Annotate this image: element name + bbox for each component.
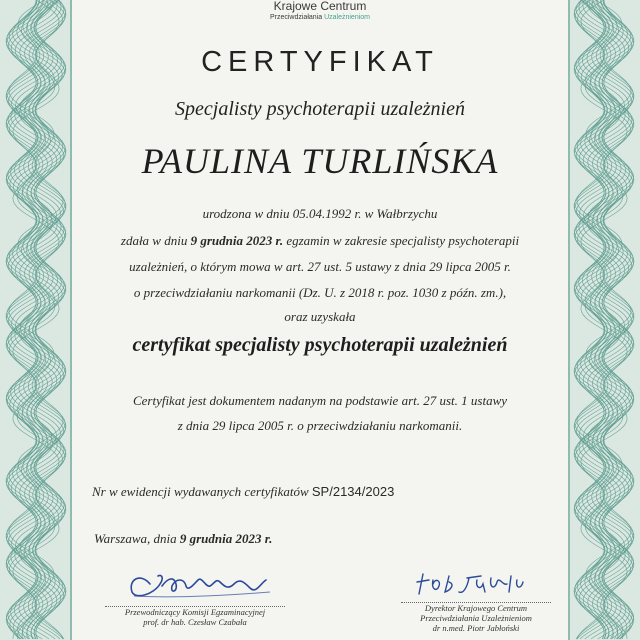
guilloche-border-right xyxy=(568,0,640,640)
note-line-1: Certyfikat jest dokumentem nadanym na podstawie art. 27 ust. 1 ustawy xyxy=(132,393,508,408)
certificate-body xyxy=(72,0,568,640)
exam-suffix: egzamin w zakresie specjalisty psychoterapii xyxy=(283,233,520,248)
holder-name: PAULINA TURLIŃSKA xyxy=(141,141,499,181)
place-date-prefix: Warszawa, dnia xyxy=(94,531,180,546)
handwritten-signature-left xyxy=(110,562,280,604)
signature-right-role-1: Dyrektor Krajowego Centrum xyxy=(424,603,528,613)
logo-text-line1: Krajowe Centrum xyxy=(273,0,367,13)
note-line-2: z dnia 29 lipca 2005 r. o przeciwdziałaniu narkomanii. xyxy=(177,418,463,433)
certificate-phrase: certyfikat specjalisty psychoterapii uzależnień xyxy=(132,334,508,356)
birth-prefix: urodzona w dniu xyxy=(202,206,293,221)
logo-text-part1: Przeciwdziałania xyxy=(269,14,323,21)
exam-line xyxy=(72,233,568,249)
signature-left-name: prof. dr hab. Czesław Czabała xyxy=(143,617,247,627)
signature-block-right xyxy=(376,566,576,633)
legal-line-1: uzależnień, o którym mowa w art. 27 ust. 5 ustawy z dnia 29 lipca 2005 r. xyxy=(129,259,511,274)
registry-label: Nr w ewidencji wydawanych certyfikatów xyxy=(92,484,312,499)
certificate-subtitle: Specjalisty psychoterapii uzależnień xyxy=(175,98,465,120)
birth-line xyxy=(72,206,568,222)
registry-line xyxy=(92,484,394,500)
signature-right-role-2: Przeciwdziałania Uzależnieniom xyxy=(420,613,532,623)
legal-line-2: o przeciwdziałaniu narkomanii (Dz. U. z 2018 r. poz. 1030 z późn. zm.), xyxy=(133,285,507,300)
logo-text-line2 xyxy=(72,13,568,22)
exam-date: 9 grudnia 2023 r. xyxy=(190,233,284,248)
registry-number: SP/2134/2023 xyxy=(311,484,395,499)
issuer-logo xyxy=(72,0,568,22)
handwritten-signature-right xyxy=(411,566,541,600)
signature-block-left xyxy=(80,562,310,627)
obtained-line: oraz uzyskała xyxy=(284,309,356,324)
birth-mid: r. w xyxy=(351,206,377,221)
guilloche-border-left xyxy=(0,0,72,640)
place-date xyxy=(94,531,272,547)
signature-right-name: dr n.med. Piotr Jabłoński xyxy=(432,623,520,633)
exam-prefix: zdała w dniu xyxy=(120,233,191,248)
certificate-title: CERTYFIKAT xyxy=(201,46,439,78)
place-date-value: 9 grudnia 2023 r. xyxy=(179,531,273,546)
birth-place: Wałbrzychu xyxy=(376,206,438,221)
signature-left-role: Przewodniczący Komisji Egzaminacyjnej xyxy=(124,607,266,617)
logo-text-part2: Uzależnieniom xyxy=(324,14,370,21)
birth-date: 05.04.1992 xyxy=(292,206,352,221)
